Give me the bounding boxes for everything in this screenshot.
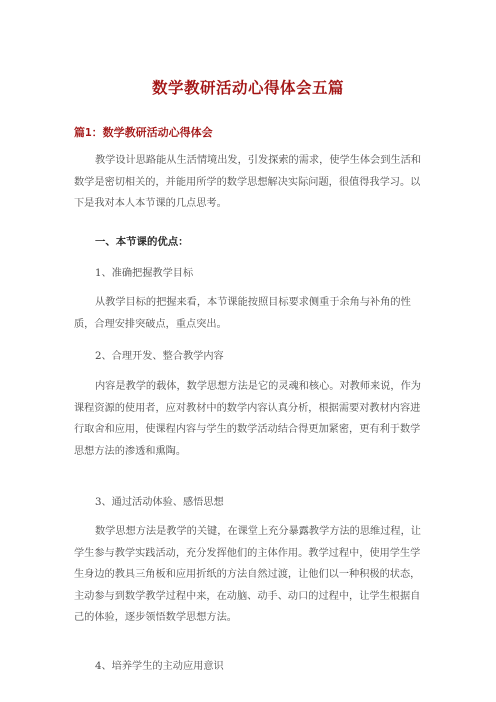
point-3-body: 数学思想方法是教学的关键，在课堂上充分暴露教学方法的思维过程，让学生参与教学实践活动，充分发挥他们的主体作用。教学过程中，使用学生学生身边的教具三角板和应用折纸的方法自然过渡，让他们以一种积极的状态，主动参与到数学教学过程中来，在动脑、动手、动口的过程中，让学生根据自己的体验，逐步领悟数学思想方法。	[74, 526, 421, 623]
point-1-title: 1、准确把握教学目标	[95, 268, 194, 279]
section-heading: 篇1：数学教研活动心得体会	[74, 126, 213, 139]
point-4-title: 4、培养学生的主动应用意识	[95, 661, 224, 672]
point-2-title: 2、合理开发、整合教学内容	[95, 351, 224, 362]
point-3-title: 3、通过活动体验、感悟思想	[95, 497, 224, 508]
intro-paragraph: 教学设计思路能从生活情境出发，引发探索的需求，使学生体会到生活和数学是密切相关的，并能用所学的数学思想解决实际问题，很值得我学习。以下是我对本人本节课的几点思考。	[74, 155, 421, 209]
strengths-heading: 一、本节课的优点：	[95, 236, 189, 248]
point-2-body: 内容是教学的载体，数学思想方法是它的灵魂和核心。对教师来说，作为课程资源的使用者，应对教材中的数学内容认真分析，根据需要对教材内容进行取舍和应用，使课程内容与学生的数学活动结合得更加紧密，更有利于数学思想方法的渗透和熏陶。	[74, 381, 421, 457]
document-title: 数学教研活动心得体会五篇	[151, 78, 344, 97]
point-1-body: 从教学目标的把握来看，本节课能按照目标要求侧重于余角与补角的性质，合理安排突破点，重点突出。	[74, 297, 411, 330]
